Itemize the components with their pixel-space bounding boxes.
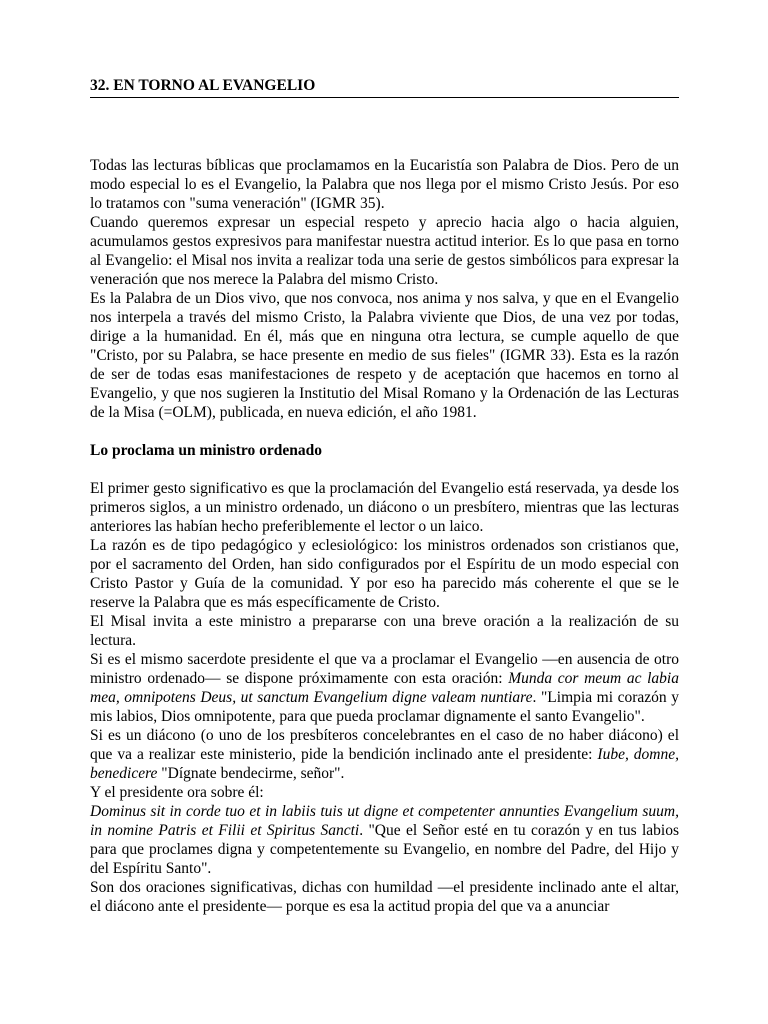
document-body — [90, 156, 679, 916]
diacono-paragraph — [90, 726, 679, 783]
latin-prayer-iube: Iube, domne, benedicere — [90, 746, 679, 782]
sacerdote-text-after: . "Limpia mi corazón y mis labios, Dios omnipotente, para que pueda proclamar dignamente el santo Evangelio". — [90, 689, 680, 725]
latin-prayer-munda: Munda cor meum ac labia mea, omnipotens Deus, ut sanctum Evangelium digne valeam nuntiare — [90, 670, 679, 706]
diacono-text-before: Si es un diácono (o uno de los presbíteros concelebrantes en el caso de no haber diácono) el que va a realizar este ministerio, pide la bendición inclinado ante el presidente: — [90, 727, 679, 763]
diacono-text-after: "Dígnate bendecirme, señor". — [157, 765, 345, 782]
dominus-text-after: . "Que el Señor esté en tu corazón y en tus labios para que proclames digna y competentemente su Evangelio, en nombre del Padre, del Hijo y del Espíritu Santo". — [90, 822, 679, 877]
sacerdote-paragraph — [90, 650, 679, 726]
section-paragraph-2: La razón es de tipo pedagógico y eclesiológico: los ministros ordenados son cristianos que, por el sacramento del Orden, han sido configurados por el Espíritu de un modo especial con Cristo Pastor y Guía de la comunidad. Y por eso ha parecido más coherente el que se le reserve la Palabra que es más específicamente de Cristo. — [90, 537, 679, 611]
document-page — [90, 76, 679, 916]
sacerdote-text-before: Si es el mismo sacerdote presidente el que va a proclamar el Evangelio —en ausencia de otro ministro ordenado— se dispone próximamente con esta oración: — [90, 651, 679, 687]
intro-paragraph-2: Cuando queremos expresar un especial respeto y aprecio hacia algo o hacia alguien, acumulamos gestos expresivos para manifestar nuestra actitud interior. Es lo que pasa en torno al Evangelio: el Misal nos invita a realizar toda una serie de gestos simbólicos para expresar la veneración que nos merece la Palabra del mismo Cristo. — [90, 214, 679, 288]
dominus-paragraph — [90, 802, 679, 878]
final-paragraph: Son dos oraciones significativas, dichas con humildad —el presidente inclinado ante el altar, el diácono ante el presidente— porque es esa la actitud propia del que va a anunciar — [90, 879, 679, 915]
section-heading: Lo proclama un ministro ordenado — [90, 442, 322, 459]
section-paragraph-3: El Misal invita a este ministro a prepararse con una breve oración a la realización de su lectura. — [90, 613, 679, 649]
latin-prayer-dominus: Dominus sit in corde tuo et in labiis tuis ut digne et competenter annunties Evangelium suum, in nomine Patris et Filii et Spiritus Sancti — [90, 803, 679, 839]
presidente-ora-paragraph: Y el presidente ora sobre él: — [90, 784, 264, 801]
section-paragraph-1: El primer gesto significativo es que la proclamación del Evangelio está reservada, ya desde los primeros siglos, a un ministro ordenado, un diácono o un presbítero, mientras que las lecturas anteriores las habían hecho preferiblemente el lector o un laico. — [90, 480, 679, 535]
intro-paragraph-1: Todas las lecturas bíblicas que proclamamos en la Eucaristía son Palabra de Dios. Pero de un modo especial lo es el Evangelio, la Palabra que nos llega por el mismo Cristo Jesús. Por eso lo tratamos con "suma veneración" (IGMR 35). — [90, 157, 679, 212]
intro-paragraph-3: Es la Palabra de un Dios vivo, que nos convoca, nos anima y nos salva, y que en el Evangelio nos interpela a través del mismo Cristo, la Palabra viviente que Dios, de una vez por todas, dirige a la humanidad. En él, más que en ninguna otra lectura, se cumple aquello de que "Cristo, por su Palabra, se hace presente en medio de sus fieles" (IGMR 33). Esta es la razón de ser de todas esas manifestaciones de respeto y de aceptación que hacemos en torno al Evangelio, y que nos sugieren la Institutio del Misal Romano y la Ordenación de las Lecturas de la Misa (=OLM), publicada, en nueva edición, el año 1981. — [90, 290, 679, 421]
document-title: 32. EN TORNO AL EVANGELIO — [90, 76, 679, 98]
